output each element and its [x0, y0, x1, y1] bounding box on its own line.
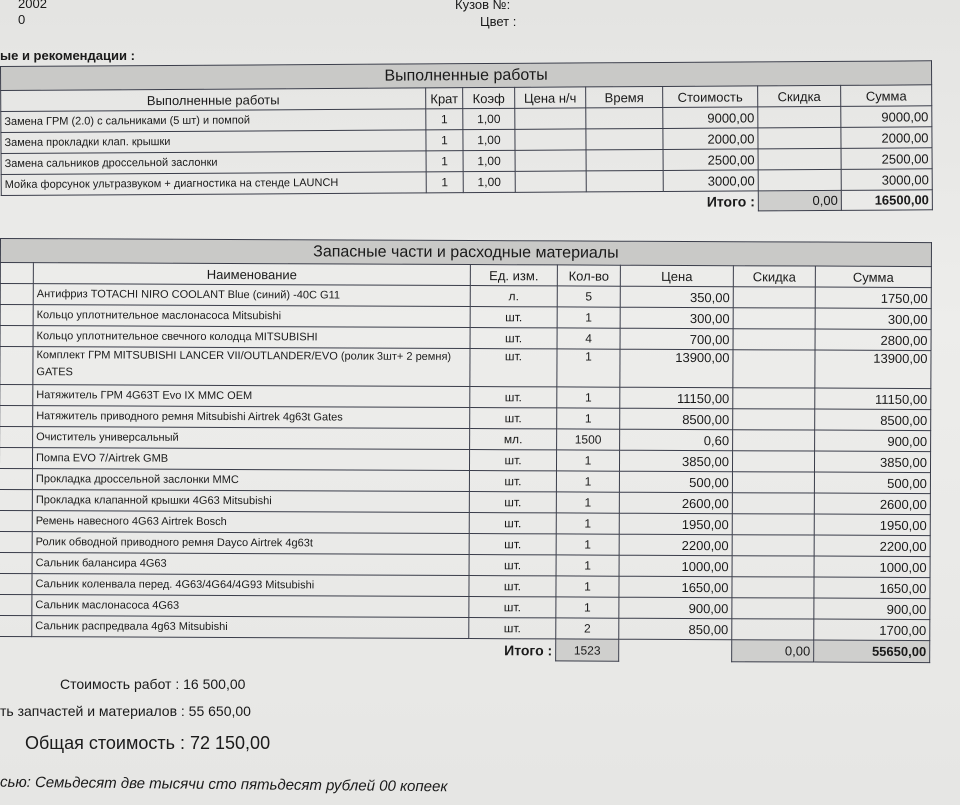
part-unit-cell: шт. — [469, 576, 556, 597]
work-price-cell — [515, 150, 586, 171]
column-header: Выполненные работы — [1, 88, 426, 112]
part-unit-cell: шт. — [469, 555, 556, 576]
part-sum-cell: 300,00 — [815, 308, 931, 330]
column-header: Сумма — [815, 266, 931, 288]
spacer — [0, 636, 469, 660]
part-discount-cell — [732, 556, 814, 577]
part-price-cell: 700,00 — [620, 328, 733, 349]
work-time-cell — [586, 128, 663, 149]
work-name-cell: Замена ГРМ (2.0) с сальниками (5 шт) и помпой — [1, 109, 426, 133]
part-discount-cell — [732, 598, 814, 619]
part-unit-cell: шт. — [469, 492, 556, 513]
index-cell — [0, 406, 33, 427]
part-name-cell: Натяжитель ГРМ 4G63T Evo IX MMC OEM — [33, 385, 470, 408]
work-krat-cell: 1 — [426, 172, 463, 193]
index-cell — [0, 305, 33, 326]
part-price-cell: 13900,00 — [620, 349, 733, 387]
works-title: Выполненные работы — [1, 61, 932, 91]
part-qty-cell: 1 — [556, 555, 619, 576]
work-name-cell: Замена прокладки клап. крышки — [1, 130, 426, 154]
part-qty-cell: 5 — [557, 286, 620, 307]
column-header: Цена н/ч — [515, 87, 586, 108]
part-qty-cell: 1500 — [557, 429, 620, 450]
part-qty-cell: 1 — [556, 450, 619, 471]
work-koef-cell: 1,00 — [463, 150, 515, 171]
work-name-cell: Замена сальников дроссельной заслонки — [1, 151, 426, 175]
part-qty-cell: 1 — [556, 534, 619, 555]
work-koef-cell: 1,00 — [463, 129, 515, 150]
work-discount-cell — [758, 169, 841, 191]
part-price-cell: 2200,00 — [619, 534, 732, 555]
index-cell — [0, 385, 33, 406]
spacer — [619, 639, 732, 661]
column-header: Цена — [620, 265, 733, 286]
part-unit-cell: шт. — [469, 513, 556, 534]
part-unit-cell: шт. — [469, 618, 556, 639]
total-discount: 0,00 — [758, 190, 841, 211]
work-time-cell — [586, 170, 663, 191]
part-price-cell: 11150,00 — [620, 387, 733, 408]
work-krat-cell: 1 — [426, 109, 463, 130]
part-unit-cell: шт. — [470, 387, 557, 408]
part-discount-cell — [733, 329, 815, 350]
part-price-cell: 1650,00 — [619, 576, 732, 597]
part-sum-cell: 11150,00 — [815, 388, 931, 410]
part-discount-cell — [732, 535, 814, 556]
work-time-cell — [586, 149, 663, 170]
spacer — [1, 191, 663, 215]
total-label: Итого : — [504, 641, 553, 659]
part-name-cell: Ремень навесного 4G63 Airtrek Bosch — [32, 511, 469, 534]
total-sum: 16500,00 — [841, 190, 932, 211]
column-header: Кол-во — [557, 265, 620, 286]
part-qty-cell: 1 — [556, 471, 619, 492]
works-total-row — [1, 190, 932, 216]
part-unit-cell: шт. — [470, 408, 557, 429]
total-sum: 55650,00 — [814, 640, 930, 663]
part-sum-cell: 1650,00 — [814, 577, 930, 599]
part-price-cell: 8500,00 — [620, 408, 733, 429]
part-sum-cell: 2200,00 — [814, 535, 930, 557]
part-price-cell: 0,60 — [620, 429, 733, 450]
works-cost-summary: Стоимость работ : 16 500,00 — [60, 676, 246, 692]
work-krat-cell: 1 — [426, 130, 463, 151]
year-value: 2002 — [18, 0, 47, 11]
part-sum-cell: 900,00 — [814, 598, 930, 620]
part-unit-cell: мл. — [470, 429, 557, 450]
part-discount-cell — [733, 388, 815, 409]
work-discount-cell — [758, 106, 841, 128]
part-discount-cell — [732, 451, 814, 472]
parts-total-row — [0, 636, 930, 662]
part-name-cell: Сальник балансира 4G63 — [32, 553, 469, 576]
part-qty-cell: 1 — [556, 597, 619, 618]
part-discount-cell — [732, 577, 814, 598]
part-discount-cell — [733, 430, 815, 451]
parts-table — [0, 238, 932, 663]
index-cell — [0, 552, 32, 573]
part-sum-cell: 13900,00 — [815, 350, 931, 389]
part-sum-cell: 1950,00 — [814, 514, 930, 536]
part-price-cell: 850,00 — [619, 618, 732, 639]
work-koef-cell: 1,00 — [463, 108, 515, 129]
work-krat-cell: 1 — [426, 151, 463, 172]
mileage-value: 0 — [18, 12, 26, 27]
part-price-cell: 2600,00 — [619, 492, 732, 513]
works-table — [0, 60, 933, 216]
index-cell — [0, 531, 32, 552]
column-header: Время — [586, 86, 663, 107]
part-name-cell: Кольцо уплотнительное маслонасоса Mitsubishi — [33, 305, 470, 328]
part-name-cell: Прокладка клапанной крышки 4G63 Mitsubishi — [32, 490, 469, 513]
part-discount-cell — [733, 409, 815, 430]
part-discount-cell — [732, 493, 814, 514]
part-sum-cell: 500,00 — [814, 472, 930, 494]
part-discount-cell — [732, 472, 814, 493]
part-price-cell: 900,00 — [619, 597, 732, 618]
work-name-cell: Мойка форсунок ультразвуком + диагностика на стенде LAUNCH — [1, 172, 426, 196]
part-price-cell: 500,00 — [619, 471, 732, 492]
work-cost-cell: 9000,00 — [663, 107, 758, 129]
recommendations-label: ые и рекомендации : — [0, 48, 135, 63]
part-sum-cell: 8500,00 — [815, 409, 931, 431]
work-cost-cell: 3000,00 — [663, 170, 758, 192]
part-discount-cell — [733, 350, 815, 388]
part-unit-cell: шт. — [469, 597, 556, 618]
part-price-cell: 350,00 — [620, 286, 733, 307]
index-cell — [0, 284, 33, 305]
part-sum-cell: 900,00 — [815, 430, 931, 452]
work-price-cell — [515, 129, 586, 150]
part-unit-cell: шт. — [470, 328, 557, 349]
part-name-cell: Ролик обводной приводного ремня Dayco Airtrek 4g63t — [32, 532, 469, 555]
part-sum-cell: 3850,00 — [814, 451, 930, 473]
part-unit-cell: шт. — [469, 534, 556, 555]
part-qty-cell: 2 — [556, 618, 619, 639]
part-sum-cell: 2600,00 — [814, 493, 930, 515]
work-time-cell — [586, 107, 663, 128]
part-name-cell: Натяжитель приводного ремня Mitsubishi Airtrek 4g63t Gates — [33, 406, 470, 429]
column-header: Стоимость — [663, 86, 758, 108]
work-sum-cell: 2500,00 — [841, 148, 932, 170]
work-sum-cell: 3000,00 — [841, 169, 932, 191]
part-qty-cell: 1 — [557, 307, 620, 328]
total-cost: Общая стоимость : 72 150,00 — [25, 733, 271, 753]
index-cell — [0, 573, 32, 594]
index-cell — [0, 347, 33, 385]
column-header: Коэф — [463, 87, 515, 108]
part-qty-cell: 1 — [557, 387, 620, 408]
part-sum-cell: 1000,00 — [814, 556, 930, 578]
total-discount: 0,00 — [732, 640, 814, 662]
body-number-label: Кузов №: — [455, 0, 511, 12]
part-qty-cell: 1 — [556, 576, 619, 597]
column-header: Скидка — [733, 266, 815, 287]
part-unit-cell: шт. — [469, 471, 556, 492]
index-cell — [0, 489, 32, 510]
work-cost-cell: 2500,00 — [663, 149, 758, 171]
index-cell — [0, 594, 32, 615]
part-qty-cell: 1 — [556, 513, 619, 534]
part-price-cell: 300,00 — [620, 307, 733, 328]
column-header: Ед. изм. — [470, 265, 557, 286]
part-discount-cell — [733, 287, 815, 308]
part-qty-cell: 1 — [557, 408, 620, 429]
part-name-cell: Антифриз TOTACHI NIRO COOLANT Blue (синий) -40C G11 — [33, 284, 470, 307]
work-discount-cell — [758, 148, 841, 170]
part-price-cell: 1000,00 — [619, 555, 732, 576]
total-label: Итого : — [706, 193, 755, 210]
index-cell — [0, 326, 33, 347]
work-sum-cell: 2000,00 — [841, 127, 932, 149]
part-qty-cell: 1 — [557, 349, 620, 387]
column-header: Крат — [426, 88, 463, 109]
work-price-cell — [515, 108, 586, 129]
part-qty-cell: 4 — [557, 328, 620, 349]
part-name-cell: Сальник распредвала 4g63 Mitsubishi — [32, 616, 469, 639]
index-column-header — [0, 263, 33, 284]
work-koef-cell: 1,00 — [463, 171, 515, 192]
part-name-cell: Помпа EVO 7/Airtrek GMB — [32, 448, 469, 471]
column-header: Сумма — [841, 85, 932, 107]
part-price-cell: 3850,00 — [619, 450, 732, 471]
total-qty: 1523 — [556, 639, 619, 661]
part-sum-cell: 1750,00 — [815, 287, 931, 309]
index-cell — [0, 427, 33, 448]
parts-title: Запасные части и расходные материалы — [0, 239, 931, 267]
part-name-cell: Сальник коленвала перед. 4G63/4G64/4G93 Mitsubishi — [32, 574, 469, 597]
part-discount-cell — [732, 619, 814, 640]
work-price-cell — [515, 171, 586, 192]
part-name-cell: Прокладка дроссельной заслонки MMC — [32, 469, 469, 492]
work-sum-cell: 9000,00 — [841, 106, 932, 128]
part-qty-cell: 1 — [556, 492, 619, 513]
column-header: Наименование — [33, 263, 470, 286]
table-row — [0, 347, 931, 389]
part-name-cell: Сальник маслонасоса 4G63 — [32, 595, 469, 618]
part-name-cell: Комплект ГРМ MITSUBISHI LANCER VII/OUTLANDER/EVO (ролик 3шт+ 2 ремня) GATES — [33, 347, 470, 387]
total-in-words: сью: Семьдесят две тысячи сто пятьдесят рублей 00 копеек — [0, 773, 448, 796]
part-sum-cell: 2800,00 — [815, 329, 931, 351]
index-cell — [0, 615, 32, 636]
part-unit-cell: шт. — [470, 349, 557, 387]
work-cost-cell: 2000,00 — [663, 128, 758, 150]
index-cell — [0, 448, 33, 469]
index-cell — [0, 510, 32, 531]
part-sum-cell: 1700,00 — [814, 619, 930, 641]
part-unit-cell: шт. — [470, 307, 557, 328]
column-header: Скидка — [758, 85, 841, 107]
work-discount-cell — [758, 127, 841, 149]
part-name-cell: Очиститель универсальный — [33, 427, 470, 450]
part-unit-cell: л. — [470, 286, 557, 307]
part-discount-cell — [733, 308, 815, 329]
part-unit-cell: шт. — [469, 450, 556, 471]
color-label: Цвет : — [480, 14, 517, 29]
index-cell — [0, 469, 32, 490]
part-price-cell: 1950,00 — [619, 513, 732, 534]
part-name-cell: Кольцо уплотнительное свечного колодца MITSUBISHI — [33, 326, 470, 349]
part-discount-cell — [732, 514, 814, 535]
parts-cost-summary: ть запчастей и материалов : 55 650,00 — [0, 703, 251, 719]
